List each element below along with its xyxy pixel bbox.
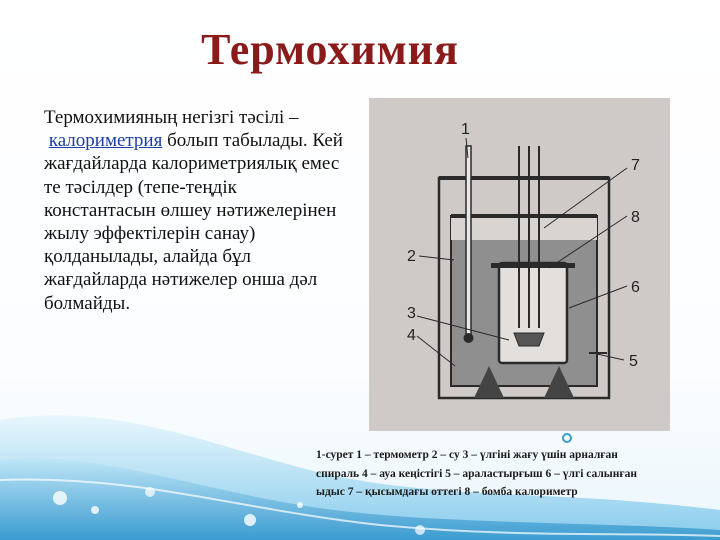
figure-label-6: 6 bbox=[631, 279, 640, 296]
calorimeter-figure bbox=[369, 98, 670, 431]
figure-caption: 1-сурет 1 – термометр 2 – су 3 – үлгіні жағу үшін арналған спираль 4 – ауа кеңістігі 5 – араластырғыш 6 – үлгі салынған ыдыс 7 – қысымдағы оттегі 8 – бомба калориметр bbox=[316, 449, 638, 498]
figure-label-7: 7 bbox=[631, 157, 640, 174]
body-paragraph bbox=[44, 106, 344, 315]
figure-label-5: 5 bbox=[629, 353, 638, 370]
figure-label-1: 1 bbox=[461, 121, 470, 138]
figure-label-8: 8 bbox=[631, 209, 640, 226]
calorimetry-link[interactable]: калориметрия bbox=[48, 130, 163, 152]
slide-title: Термохимия bbox=[201, 25, 459, 74]
body-rest: болып табылады. Кей жағдайларда калориметриялық емес те тәсілдер (тепе-теңдік константасын өлшеу нәтижелерінен жылу эффектілерін санау) қолданылады, алайда бұл жағдайларда нәтижелер онша дәл болмайды. bbox=[44, 130, 343, 314]
figure-label-4: 4 bbox=[407, 327, 416, 344]
figure-label-3: 3 bbox=[407, 305, 416, 322]
figure-label-2: 2 bbox=[407, 248, 416, 265]
body-intro: Термохимияның негізгі тәсілі – bbox=[44, 107, 299, 128]
calorimeter-diagram bbox=[369, 98, 670, 431]
